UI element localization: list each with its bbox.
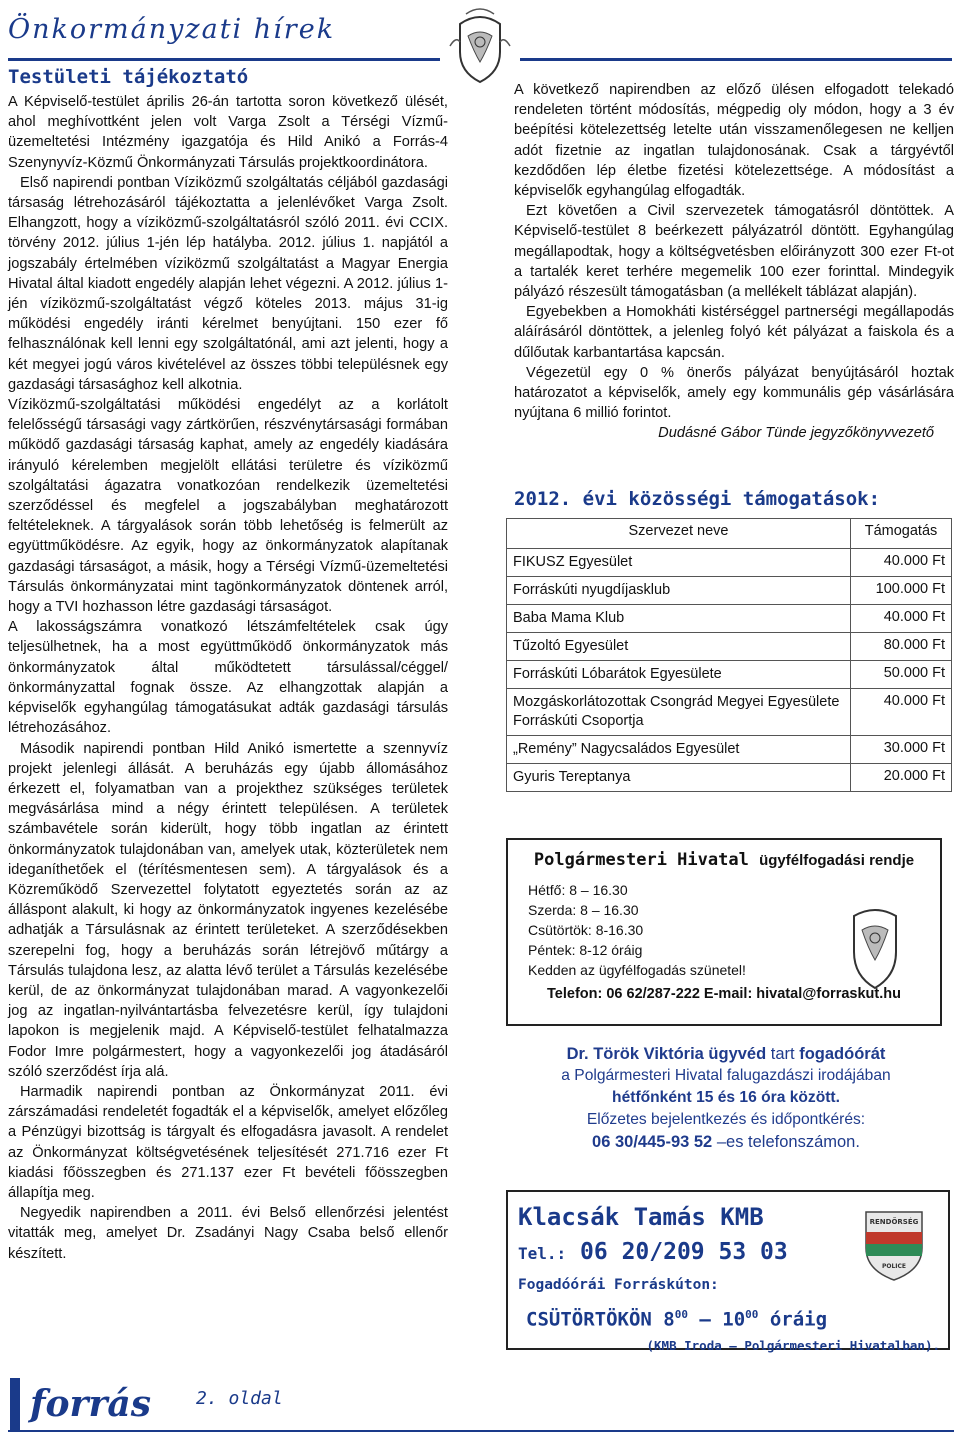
office-hours-title (508, 850, 940, 870)
police-hour-sup: 00 (745, 1308, 759, 1321)
table-row (507, 549, 952, 577)
amount-cell: 40.000 Ft (851, 605, 952, 633)
column-header-organization: Szervezet neve (507, 519, 851, 549)
lawyer-phone: 06 30/445-93 52 (592, 1133, 713, 1151)
logo-text: forrás (30, 1383, 152, 1425)
forras-logo (8, 1374, 178, 1434)
section-title: Testületi tájékoztató (8, 66, 249, 88)
amount-cell: 40.000 Ft (851, 689, 952, 736)
minutes-signature: Dudásné Gábor Tünde jegyzőkönyvvezető (658, 425, 934, 442)
support-table-title: 2012. évi közösségi támogatások: (514, 488, 881, 510)
police-phone: 06 20/209 53 03 (580, 1239, 788, 1265)
amount-cell: 20.000 Ft (851, 764, 952, 792)
office-hours-item: Hétfő: 8 – 16.30 (528, 882, 628, 898)
support-table (506, 518, 952, 792)
lawyer-phone-suffix: –es telefonszámon. (716, 1133, 860, 1151)
article-paragraph: Víziközmű-szolgáltatási működési engedélyt az a korlátolt felelősségű társasági vagy zártkörűen, részvénytársasági formában működő gazdasági társaság kaphat, amely az engedély kiadására irányuló kérelemben megjelölt ellátási területre és víziközmű szolgáltatási ágazatra vonatkozóan rendelkezik üzemeltetési szerződéssel és megfelel a jogszabályban meghatározott feltételeknek. A tárgyalások során több lehetőség is felmerült az együttműködésre. Az egyik, hogy az önkormányzatok alapítanak gazdasági társaságot, a másik, hogy a Térségi Vízmű-üzemeltetési Társulás önkormányzatai mint tagönkormányzatok döntenek arról, hogy a TVI hozhasson létre gazdasági társaságot. (8, 397, 448, 616)
police-badge-bottom-text: POLICE (881, 1263, 907, 1270)
office-hours-item: Péntek: 8-12 óráig (528, 942, 643, 958)
police-badge-icon (860, 1202, 928, 1282)
amount-cell: 30.000 Ft (851, 736, 952, 764)
article-paragraph: A lakosságszámra vonatkozó létszámfeltételek csak úgy teljesülhetnek, ha a most együttműködő önkormányzatok más önkormányzatok által működtetett társulással/céggel/önkormányzattal fognak össze. Az elhangzottak alapján a képviselők egyhangúlag támogatásukat adták gazdasági társulás létrehozásához. (8, 619, 448, 737)
lawyer-note: Előzetes bejelentkezés és időpontkérés: (586, 1111, 866, 1128)
organization-cell: Baba Mama Klub (507, 605, 851, 633)
footer-divider (8, 1430, 954, 1432)
lawyer-notice (506, 1043, 946, 1153)
organization-cell: „Remény” Nagycsaládos Egyesület (507, 736, 851, 764)
table-row (507, 633, 952, 661)
police-day: CSÜTÖRTÖKÖN 8 (526, 1308, 675, 1331)
article-paragraph: Harmadik napirendi pontban az Önkormányzat 2011. évi zárszámadási rendeletét fogadták el a képviselők, amelyet előzőleg a Pénzügyi bizottság is tárgyalt és elfogadásra javasolt. A rendelet az Önkormányzat költségvetésének teljesítését 271.716 ezer Ft kiadási főösszegben és 271.137 ezer Ft bevételi főösszegben állapítja meg. (8, 1083, 448, 1201)
article-paragraph: Egyebekben a Homokháti kistérséggel partnerségi megállapodás aláírásáról döntöttek, a jelenleg folyó két pályázat a faiskola és a dűlőutak karbantartása kapcsán. (514, 304, 954, 361)
amount-cell: 100.000 Ft (851, 577, 952, 605)
lawyer-name: Dr. Török Viktória ügyvéd (566, 1045, 767, 1063)
header-divider (8, 58, 440, 61)
article-paragraph: Végezetül egy 0 % önerős pályázat benyújtásáról hoztak határozatot a képviselők, amely egy kommunális gép vásárlására nyújtana 6 millió forintot. (514, 364, 954, 422)
police-hours-label: Fogadóórái Forráskúton: (518, 1277, 719, 1293)
police-hour-sup: 00 (674, 1308, 688, 1321)
table-row (507, 764, 952, 792)
article-paragraph: Második napirendi pontban Hild Anikó ismertette a szennyvíz projekt jelenlegi állását. A beruházás egy újabb állomásához érkezett el, folyamatban van a projekthez szükséges területek megvásárlása mind a négy érintett településen. A területek számbavétele során kiderült, hogy több ingatlan az érintett önkormányzatok tulajdonában van, amelyek utak, közterületek nem ideganíthetőek el (térítésmentesen sem). A tárgyalások és a Közreműködő Szervezettel folytatott egyeztetés során az az álláspont alakult, ki hogy az önkormányzatok ingyenes kezelésébe adhatják a Társulásnak az érintett területeket. A szerződésekben szerepelni fog, hogy a beruházás során létrejövő műtárgy a Társulás tulajdona lesz, az alatta lévő terület a Társulás kezelésébe kerül, de az önkormányzat tulajdonában marad. A vagyonkezelői jog az ingatlan-nyilvántartásba felvezetésre kerül, így tulajdoni lapokon is megjelenik majd. A Képviselő-testület felhatalmazza Fodor Imre polgármestert, hogy a vagyonkezelői jog átadásáról szóló szerződést írja alá. (8, 740, 448, 1080)
amount-cell: 50.000 Ft (851, 661, 952, 689)
police-badge-top-text: RENDŐRSÉG (869, 1218, 919, 1226)
office-title-rest: ügyfélfogadási rendje (759, 852, 915, 869)
office-hours-box (506, 838, 942, 1026)
article-paragraph: A Képviselő-testület április 26-án tartotta soron következő ülését, ahol meghívottként jelen volt Varga Zsolt a Térségi Vízmű-üzemeltetési Intézmény igazgatója és Hild Anikó a Forrás-4 Szenynyvíz-Közmű Önkormányzati Társulás projektkoordinátora. (8, 94, 448, 171)
lawyer-service: fogadóórát (799, 1045, 886, 1063)
page-number: 2. oldal (196, 1388, 283, 1409)
lawyer-holds: tart (770, 1045, 795, 1063)
lawyer-time: hétfőnként 15 és 16 óra között. (612, 1089, 840, 1106)
police-officer-name: Klacsák Tamás KMB (518, 1203, 764, 1231)
organization-cell: Forráskúti Lóbarátok Egyesülete (507, 661, 851, 689)
left-article-column (8, 92, 448, 1264)
table-row (507, 661, 952, 689)
article-paragraph: A következő napirendben az előző ülésen elfogadott telekadó rendeleten történt módosítás, mégpedig oly módon, hogy a 3 év beépítési kötelezettség letelte után visszamenőlegesen ne kelljen adót fizetnie az ingatlan tulajdonosának. Csak a tárgyévtől kezdődően lép életbe fizetési kötelezettsége. A módosítást a képviselők egyhangúlag elfogadták. (514, 82, 954, 200)
office-hours-item: Csütörtök: 8-16.30 (528, 922, 644, 938)
organization-cell: Mozgáskorlátozottak Csongrád Megyei Egyesülete Forráskúti Csoportja (507, 689, 851, 736)
police-officer-box (506, 1190, 950, 1354)
amount-cell: 40.000 Ft (851, 549, 952, 577)
office-name: Polgármesteri Hivatal (533, 850, 749, 870)
table-row (507, 605, 952, 633)
office-hours-item: Kedden az ügyfélfogadás szünetel! (528, 962, 746, 978)
header-divider-right (520, 58, 952, 61)
coat-of-arms-icon (844, 902, 906, 992)
column-header-amount: Támogatás (851, 519, 952, 549)
police-location: (KMB Iroda – Polgármesteri Hivatalban). (646, 1338, 940, 1354)
table-row (507, 689, 952, 736)
article-paragraph: Negyedik napirendben a 2011. évi Belső ellenőrzési jelentést vitatták meg, amelyet Dr. Zsadányi Nagy Csaba belső ellenőr készített. (8, 1205, 448, 1262)
right-article-column (514, 80, 954, 444)
organization-cell: Forráskúti nyugdíjasklub (507, 577, 851, 605)
organization-cell: FIKUSZ Egyesület (507, 549, 851, 577)
office-hours-item: Szerda: 8 – 16.30 (528, 902, 639, 918)
table-row (507, 736, 952, 764)
organization-cell: Tűzoltó Egyesület (507, 633, 851, 661)
coat-of-arms-icon (446, 6, 514, 86)
article-paragraph: Első napirendi pontban Víziközmű szolgáltatás céljából gazdasági társaság létrehozásáról tájékoztatta a jelenlévőket Varga Zsolt. Elhangzott, hogy a víziközmű-szolgáltatásról szóló 2011. évi CCIX. törvény 2012. július 1-jén lép hatályba. 2012. július 1. napjától a jogszabály értelmében víziközmű szolgáltatást a Magyar Energia Hivatal által kiadott engedély alapján lehet végezni. A 2012. július 1-jén víziközmű-szolgáltatást végző köteles 2013. május 31-ig működési engedély iránti kérelmet benyújtani. 150 ezer fő felhasználónak kell lenni egy szolgáltatónál, ami azt jelenti, hogy a két megyei jogú város kivételével az összes többi településnek egy gazdasági társasághoz kell alkotnia. (8, 174, 448, 393)
page-title: Önkormányzati hírek (8, 14, 336, 45)
police-hour-end: – 10 (687, 1308, 746, 1331)
article-paragraph: Ezt követően a Civil szervezetek támogatásról döntöttek. A Képviselő-testület 8 beérkezett pályázatról döntött. Egyhangúlag megállapodtak, hogy a költségvetésben előirányzott 300 ezer Ft-ot a tartalék keret terhére megemelik 100 ezer forinttal. Mindegyik pályázó részesült támogatásban (a mellékelt táblázat alapján). (514, 203, 954, 301)
lawyer-phone-line (506, 1131, 946, 1153)
amount-cell: 80.000 Ft (851, 633, 952, 661)
lawyer-place: a Polgármesteri Hivatal falugazdászi irodájában (561, 1067, 891, 1084)
police-phone-label: Tel.: (518, 1244, 567, 1263)
lawyer-heading (506, 1043, 946, 1065)
table-row (507, 577, 952, 605)
office-contact: Telefon: 06 62/287-222 E-mail: hivatal@forraskut.hu (547, 986, 901, 1002)
police-hours (526, 1298, 948, 1336)
police-until: óráig (758, 1308, 828, 1331)
organization-cell: Gyuris Tereptanya (507, 764, 851, 792)
